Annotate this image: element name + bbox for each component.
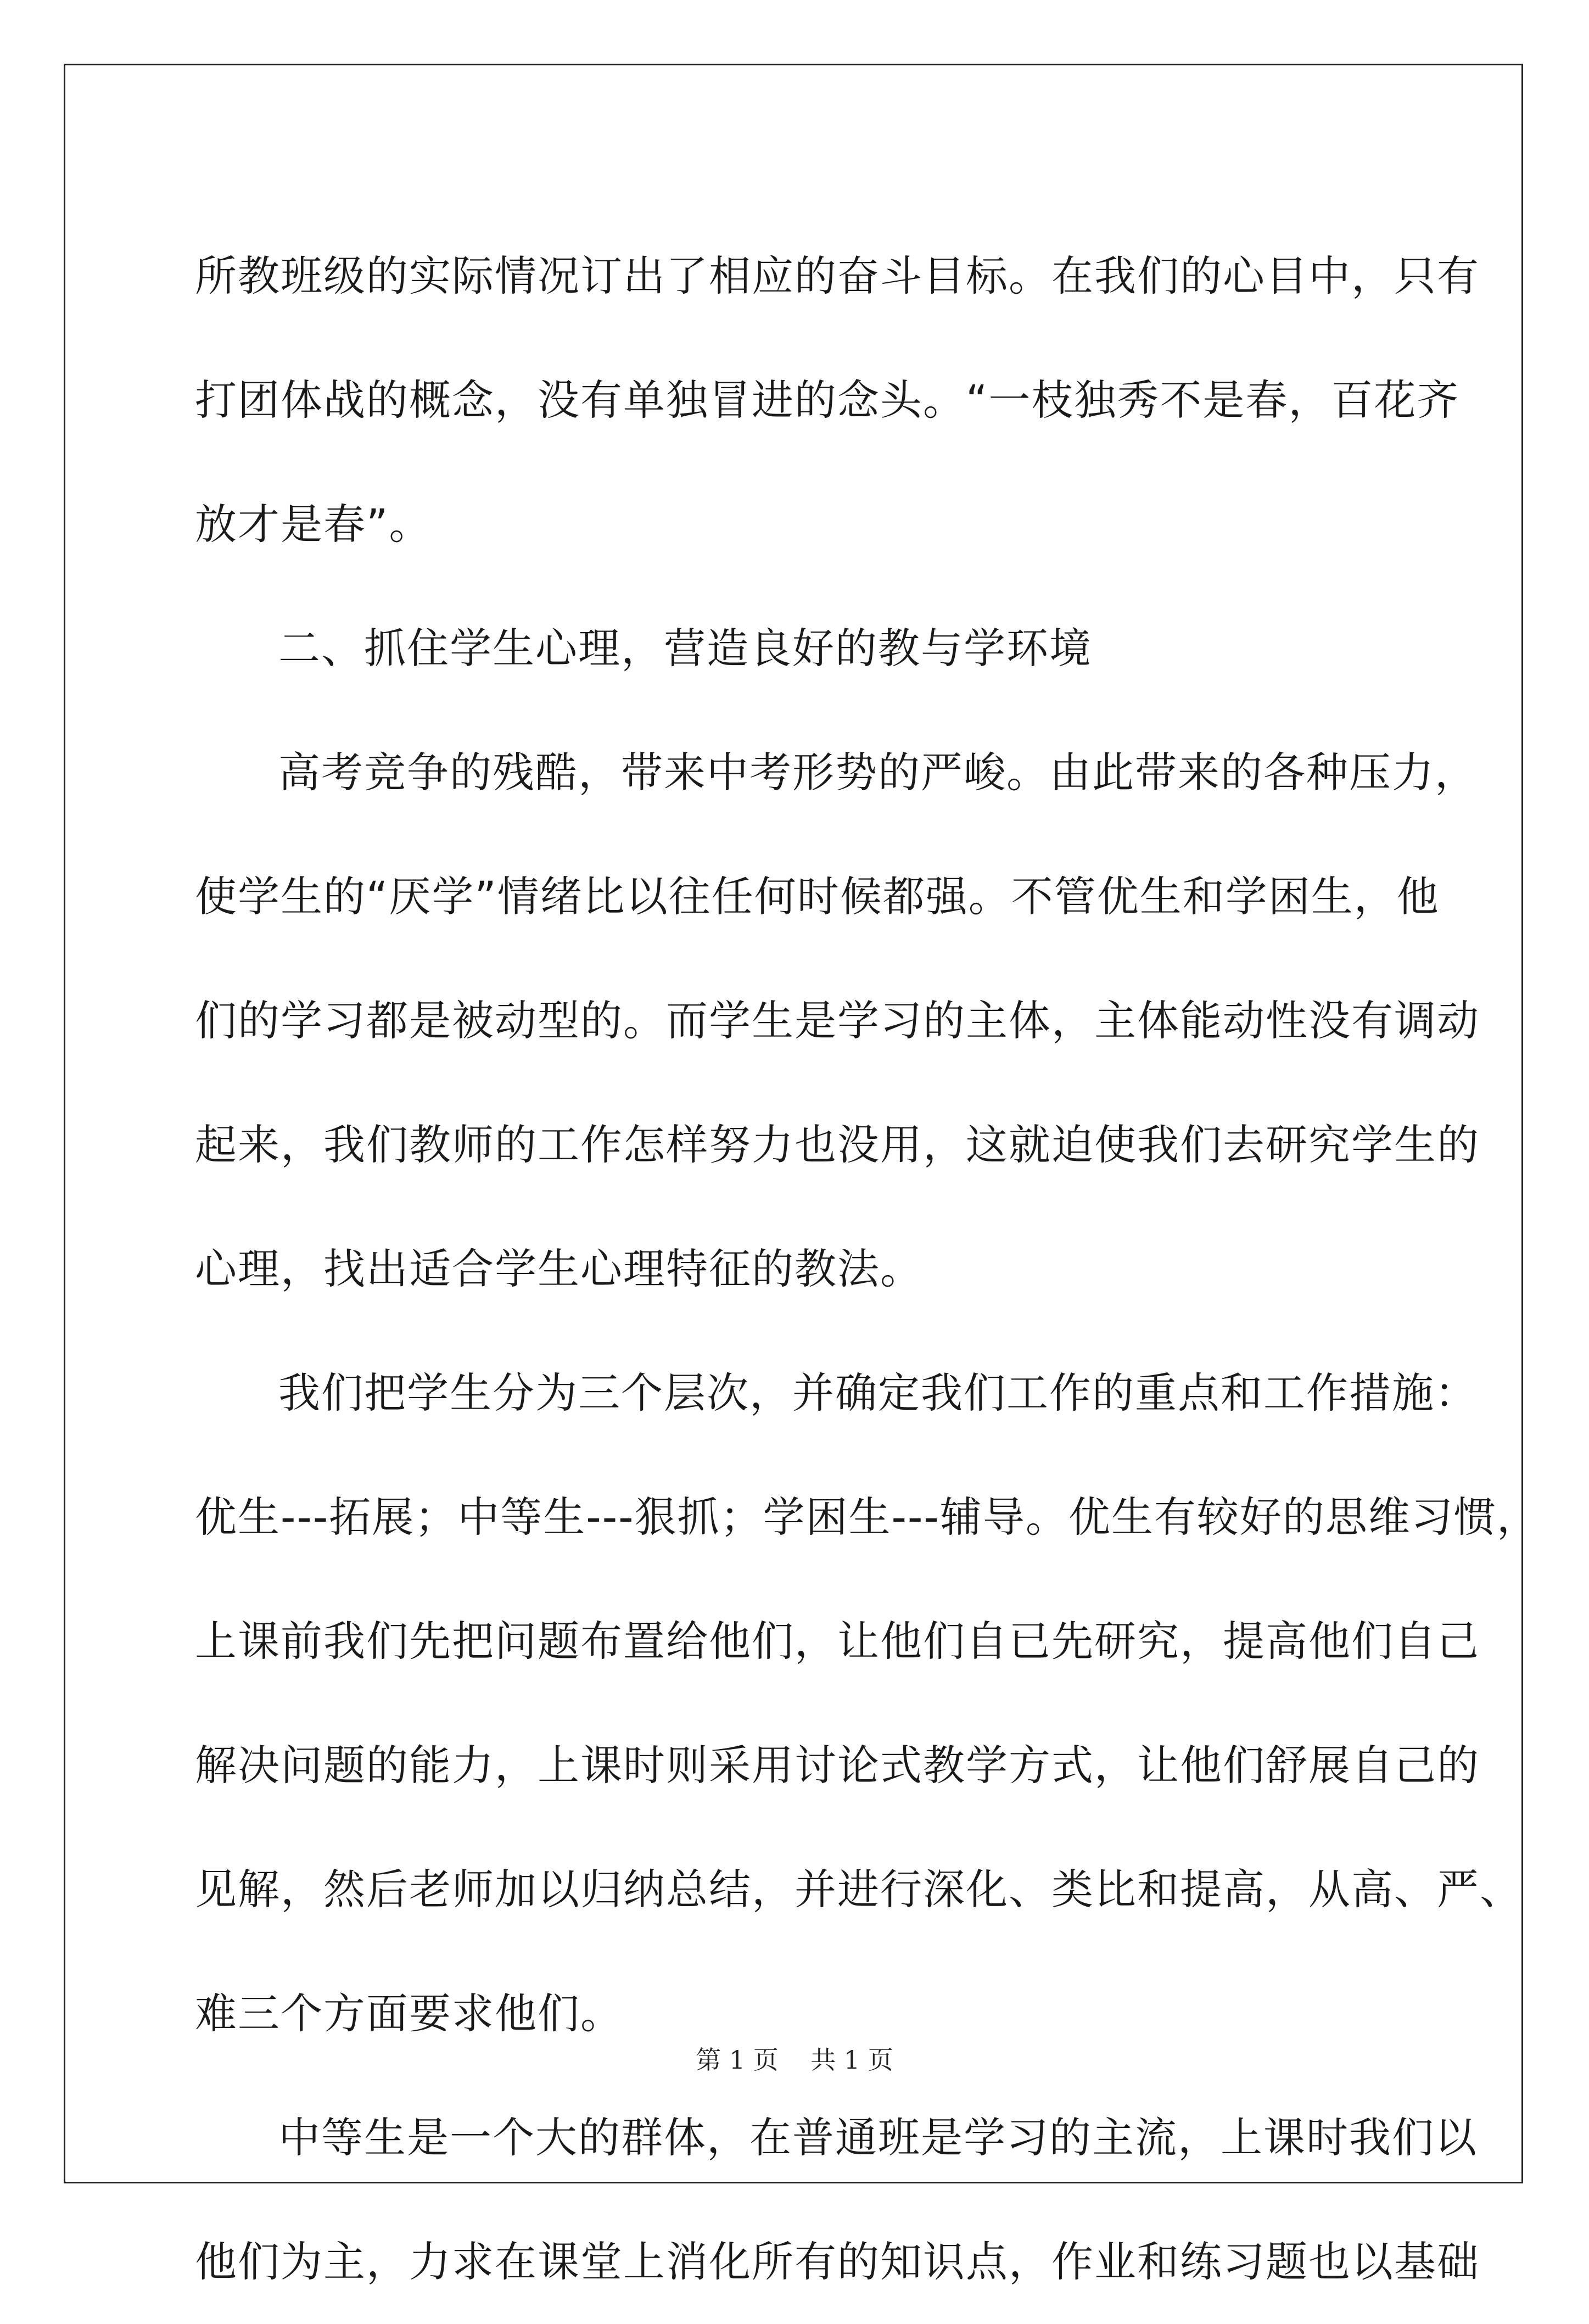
- paragraph-line: 二、抓住学生心理，营造良好的教与学环境: [278, 624, 1092, 673]
- page-number-footer: 第 1 页 共 1 页: [696, 2045, 893, 2075]
- paragraph-line: 起来，我们教师的工作怎样努力也没用，这就迫使我们去研究学生的: [195, 1120, 1480, 1169]
- paragraph-line: 高考竞争的残酷，带来中考形势的严峻。由此带来的各种压力，: [278, 748, 1478, 797]
- paragraph-line: 心理，找出适合学生心理特征的教法。: [195, 1244, 923, 1293]
- paragraph-line: 上课前我们先把问题布置给他们，让他们自已先研究，提高他们自己: [195, 1617, 1480, 1666]
- paragraph-line: 使学生的“厌学”情绪比以往任何时候都强。不管优生和学困生，他: [195, 872, 1440, 921]
- paragraph-line: 解决问题的能力，上课时则采用讨论式教学方式，让他们舒展自己的: [195, 1741, 1480, 1790]
- paragraph-line: 见解，然后老师加以归纳总结，并进行深化、类比和提高，从高、严、: [195, 1865, 1523, 1914]
- paragraph-line: 优生---拓展；中等生---狠抓；学困生---辅导。优生有较好的思维习惯，: [195, 1493, 1540, 1541]
- document-body: [195, 214, 1540, 2324]
- paragraph-line: 他们为主，力求在课堂上消化所有的知识点，作业和练习题也以基础: [195, 2237, 1480, 2286]
- paragraph-line: 所教班级的实际情况订出了相应的奋斗目标。在我们的心目中，只有: [195, 252, 1480, 300]
- paragraph-line: 中等生是一个大的群体，在普通班是学习的主流，上课时我们以: [278, 2113, 1478, 2162]
- paragraph-line: 放才是春”。: [195, 500, 432, 549]
- paragraph-line: 打团体战的概念，没有单独冒进的念头。“一枝独秀不是春，百花齐: [195, 376, 1460, 424]
- paragraph-line: 我们把学生分为三个层次，并确定我们工作的重点和工作措施：: [278, 1368, 1478, 1417]
- paragraph-line: 难三个方面要求他们。: [195, 1989, 623, 2038]
- paragraph-line: 们的学习都是被动型的。而学生是学习的主体，主体能动性没有调动: [195, 996, 1480, 1045]
